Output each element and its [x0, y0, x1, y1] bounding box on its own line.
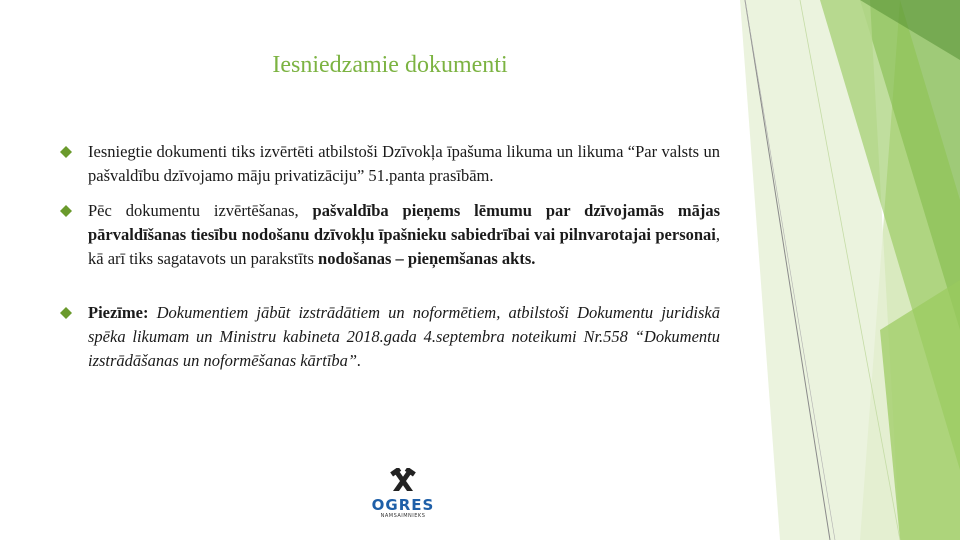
note-text: Dokumentiem jābūt izstrādātiem un noformētiem, atbilstoši Dokumentu juridiskā spēka likumam un Ministru kabineta 2018.gada 4.septembra noteikumi Nr.558 “Dokumentu izstrādāšanas un noformēšanas kārtība”.	[88, 303, 720, 370]
bullet-list	[60, 140, 720, 373]
diamond-bullet-icon	[60, 146, 72, 158]
bullet-bold-text: nodošanas – pieņemšanas akts.	[318, 249, 536, 268]
slide-title: Iesniedzamie dokumenti	[272, 52, 508, 78]
diamond-bullet-icon	[60, 307, 72, 319]
bullet-bold-text: pašvaldība pieņems lēmumu par dzīvojamās mājas pārvaldīšanas tiesību nodošanu dzīvokļu īpašnieku sabiedrībai vai pilnvarotajai personai	[88, 201, 720, 244]
logo-subtitle: NAMSAIMNIEKS	[380, 513, 426, 519]
bullet-item-2	[60, 199, 720, 271]
ogres-logo	[368, 468, 438, 520]
hammer-wrench-icon	[368, 468, 438, 496]
bullet-text: , kā arī tiks sagatavots un parakstīts	[88, 225, 720, 268]
bullet-item-3	[60, 301, 720, 373]
logo-name: OGRES	[371, 496, 435, 514]
diamond-bullet-icon	[60, 205, 72, 217]
bullet-text: Pēc dokumentu izvērtēšanas,	[88, 201, 313, 220]
note-label: Piezīme:	[88, 303, 149, 322]
bullet-text: Iesniegtie dokumenti tiks izvērtēti atbilstoši Dzīvokļa īpašuma likuma un likuma “Par valsts un pašvaldību dzīvojamo māju privatizāciju” 51.panta prasībām.	[88, 142, 720, 185]
bullet-item-1	[60, 140, 720, 188]
